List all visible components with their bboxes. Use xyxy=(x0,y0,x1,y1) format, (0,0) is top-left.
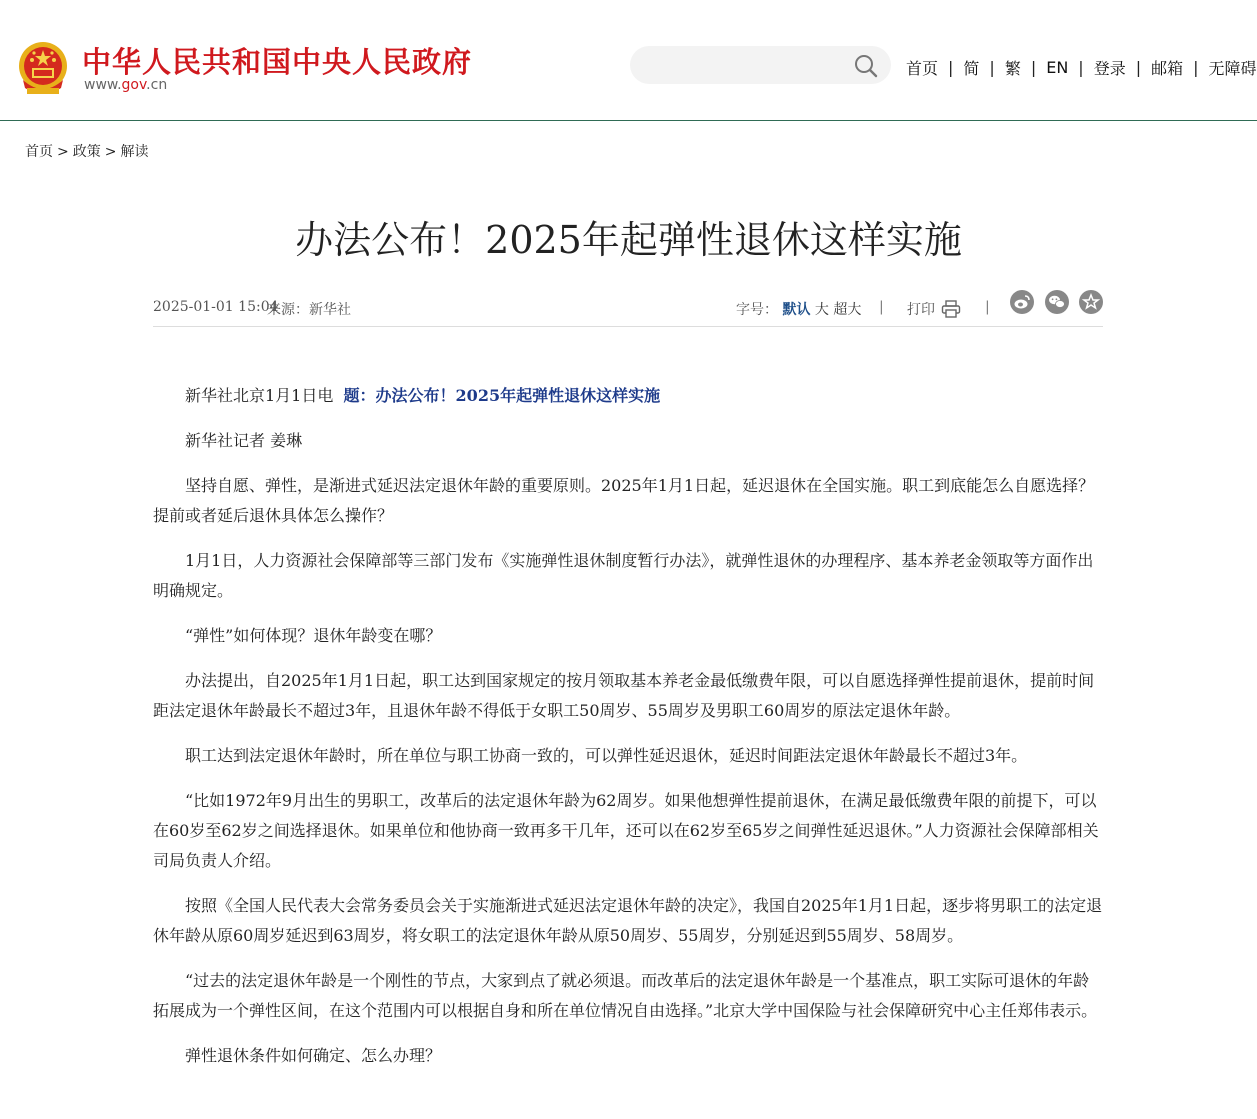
nav-separator: | xyxy=(948,57,954,77)
paragraph: 坚持自愿、弹性，是渐进式延迟法定退休年龄的重要原则。2025年1月1日起，延迟退休在全国实施。职工到底能怎么自愿选择？提前或者延后退休具体怎么操作？ xyxy=(153,476,1095,525)
site-url-suffix: .cn xyxy=(146,77,168,93)
paragraph: 1月1日，人力资源社会保障部等三部门发布《实施弹性退休制度暂行办法》，就弹性退休的办理程序、基本养老金领取等方面作出明确规定。 xyxy=(153,551,1094,600)
favorite-icon xyxy=(1079,290,1103,314)
lead-paragraph xyxy=(153,381,1103,411)
font-size-large[interactable]: 大 xyxy=(814,302,829,318)
search-button[interactable] xyxy=(852,52,880,80)
site-header xyxy=(0,0,1257,121)
source xyxy=(267,299,351,319)
breadcrumb-policy[interactable]: 政策 xyxy=(72,144,101,160)
paragraph: “过去的法定退休年龄是一个刚性的节点，大家到点了就必须退。而改革后的法定退休年龄是一个基准点，职工实际可退休的年龄拓展成为一个弹性区间，在这个范围内可以根据自身和所在单位情况自由选择。”北京大学中国保险与社会保障研究中心主任郑伟表示。 xyxy=(153,971,1098,1020)
divider: | xyxy=(879,299,884,315)
nav-separator: | xyxy=(1030,57,1037,77)
publish-date: 2025-01-01 15:04 xyxy=(153,299,279,315)
share-wechat[interactable] xyxy=(1045,290,1069,314)
paragraph: 办法提出，自2025年1月1日起，职工达到国家规定的按月领取基本养老金最低缴费年限，可以自愿选择弹性提前退休，提前时间距法定退休年龄最长不超过3年，且退休年龄不得低于女职工50周岁、55周岁及男职工60周岁的原法定退休年龄。 xyxy=(153,671,1095,720)
paragraph: “弹性”如何体现？退休年龄变在哪？ xyxy=(185,626,442,645)
nav-separator: | xyxy=(989,57,995,77)
paragraph: 新华社记者 姜琳 xyxy=(185,431,303,450)
site-url xyxy=(84,77,167,93)
lead-title: 题：办法公布！2025年起弹性退休这样实施 xyxy=(343,386,661,405)
article-title: 办法公布！2025年起弹性退休这样实施 xyxy=(295,218,962,262)
wechat-icon xyxy=(1045,290,1069,314)
site-url-prefix: www. xyxy=(84,77,122,93)
paragraph: 职工达到法定退休年龄时，所在单位与职工协商一致的，可以弹性延迟退休，延迟时间距法定退休年龄最长不超过3年。 xyxy=(185,746,1028,765)
breadcrumb xyxy=(25,141,148,161)
nav-mailbox[interactable]: 邮箱 xyxy=(1151,58,1184,78)
share-favorite[interactable] xyxy=(1079,290,1103,314)
top-nav xyxy=(906,56,1257,78)
paragraph: 按照《全国人民代表大会常务委员会关于实施渐进式延迟法定退休年龄的决定》，我国自2025年1月1日起，逐步将男职工的法定退休年龄从原60周岁延迟到63周岁，将女职工的法定退休年龄从原50周岁、55周岁，分别延迟到55周岁、58周岁。 xyxy=(153,896,1103,945)
print-label: 打印 xyxy=(907,302,935,318)
nav-separator: | xyxy=(1193,57,1199,77)
font-size-control xyxy=(736,299,861,319)
font-size-default[interactable]: 默认 xyxy=(782,302,811,318)
font-size-label: 字号： xyxy=(736,302,778,318)
share-weibo[interactable] xyxy=(1010,290,1034,314)
breadcrumb-separator: > xyxy=(104,144,117,160)
dateline: 新华社北京1月1日电 xyxy=(185,386,334,405)
breadcrumb-separator: > xyxy=(57,144,69,160)
search-icon xyxy=(852,52,880,80)
site-url-domain: gov xyxy=(121,77,147,93)
divider: | xyxy=(985,299,990,315)
site-title[interactable]: 中华人民共和国中央人民政府 xyxy=(82,45,473,79)
source-label: 来源： xyxy=(267,302,309,318)
print-button[interactable] xyxy=(907,299,961,319)
nav-separator: | xyxy=(1135,57,1142,77)
article-meta xyxy=(153,295,1103,327)
national-emblem-logo[interactable] xyxy=(17,40,69,96)
paragraph: “比如1972年9月出生的男职工，改革后的法定退休年龄为62周岁。如果他想弹性提前退休，在满足最低缴费年限的前提下，可以在60岁至62岁之间选择退休。如果单位和他协商一致再多干几年，还可以在62岁至65岁之间弹性延迟退休。”人力资源社会保障部相关司局负责人介绍。 xyxy=(153,791,1099,870)
nav-home[interactable]: 首页 xyxy=(906,58,939,78)
nav-simplified[interactable]: 简 xyxy=(963,58,980,78)
source-value: 新华社 xyxy=(309,302,351,318)
search-input[interactable] xyxy=(644,54,848,78)
font-size-extra-large[interactable]: 超大 xyxy=(833,302,862,318)
article-body xyxy=(153,381,1103,1086)
nav-english[interactable]: EN xyxy=(1046,57,1069,77)
breadcrumb-interpretation[interactable]: 解读 xyxy=(120,144,149,160)
nav-separator: | xyxy=(1078,57,1084,77)
nav-accessibility[interactable]: 无障碍 xyxy=(1208,58,1257,78)
nav-traditional[interactable]: 繁 xyxy=(1004,58,1021,78)
breadcrumb-home[interactable]: 首页 xyxy=(25,144,53,160)
nav-login[interactable]: 登录 xyxy=(1093,58,1126,78)
printer-icon xyxy=(941,300,961,318)
weibo-icon xyxy=(1010,290,1034,314)
paragraph: 弹性退休条件如何确定、怎么办理？ xyxy=(185,1046,442,1065)
